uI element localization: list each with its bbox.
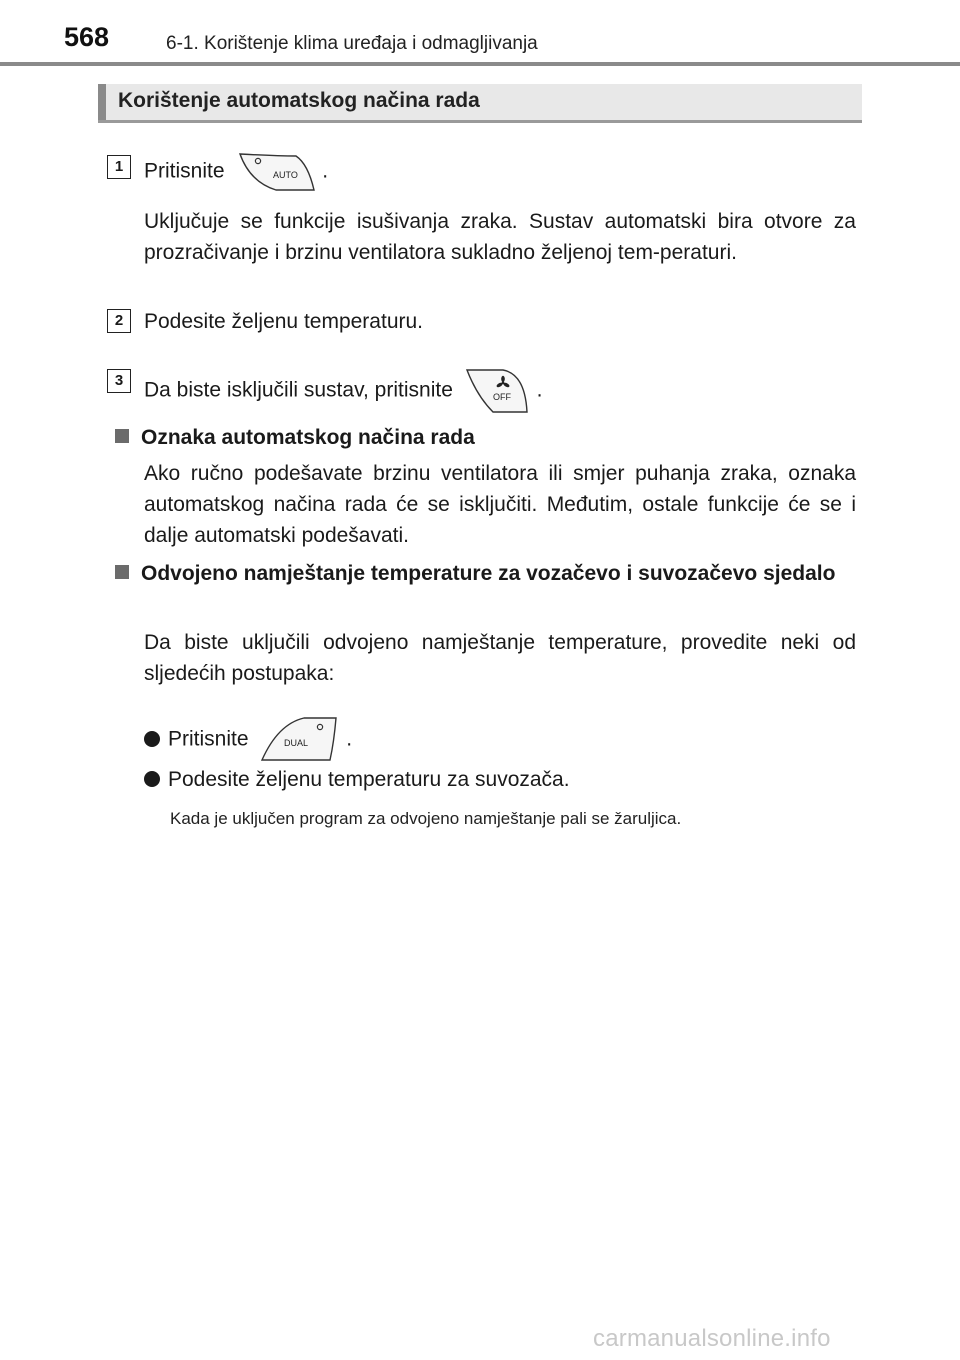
dual-button-label: DUAL bbox=[284, 738, 309, 748]
subheading-separate-temp bbox=[115, 558, 855, 589]
header-divider bbox=[0, 62, 960, 66]
step-1-text: Pritisnite bbox=[144, 159, 225, 183]
section-heading-bar bbox=[98, 84, 862, 123]
subheading-auto-indicator bbox=[115, 422, 855, 453]
step-3-instruction bbox=[144, 366, 542, 416]
indicator-note: Kada je uključen program za odvojeno namještanje pali se žaruljica. bbox=[170, 809, 682, 828]
bullet-1-period: . bbox=[346, 727, 353, 751]
step-1-instruction bbox=[144, 152, 328, 192]
subheading-auto-indicator-text: Oznaka automatskog načina rada bbox=[141, 426, 475, 449]
bullet-set-passenger-temp bbox=[144, 764, 570, 795]
bullet-1-text: Pritisnite bbox=[168, 727, 249, 751]
step-3-text: Da biste isključili sustav, pritisnite bbox=[144, 378, 453, 402]
chapter-title: 6-1. Korištenje klima uređaja i odmagljivanja bbox=[166, 33, 538, 54]
subheading-separate-temp-text: Odvojeno namještanje temperature za vozačevo i suvozačevo sjedalo bbox=[141, 562, 836, 585]
auto-indicator-body: Ako ručno podešavate brzinu ventilatora ili smjer puhanja zraka, oznaka automatskog načina rada će se isključiti. Međutim, ostale funkcije će se i dalje automatski podešavati. bbox=[144, 462, 856, 547]
watermark: carmanualsonline.info bbox=[593, 1325, 831, 1352]
square-bullet-icon bbox=[115, 565, 129, 579]
auto-button-label: AUTO bbox=[273, 170, 299, 180]
step-2-instruction: Podesite željenu temperaturu. bbox=[144, 310, 423, 333]
step-badge-2: 2 bbox=[107, 309, 131, 333]
bullet-dual-press bbox=[144, 716, 352, 764]
page-header bbox=[0, 0, 960, 66]
page-number: 568 bbox=[64, 22, 110, 52]
section-title: Korištenje automatskog načina rada bbox=[118, 89, 480, 112]
step-1-description: Uključuje se funkcije isušivanja zraka. Sustav automatski bira otvore za prozračivanje i brzinu ventilatora sukladno željenoj tem-peraturi. bbox=[144, 210, 856, 264]
off-button-label: OFF bbox=[492, 392, 511, 402]
square-bullet-icon bbox=[115, 429, 129, 443]
round-bullet-icon bbox=[144, 731, 160, 747]
auto-button-icon bbox=[236, 152, 316, 192]
bullet-2-text: Podesite željenu temperaturu za suvozača. bbox=[168, 768, 570, 791]
dual-button-icon bbox=[260, 716, 340, 764]
round-bullet-icon bbox=[144, 771, 160, 787]
step-1-period: . bbox=[322, 159, 329, 183]
step-badge-1: 1 bbox=[107, 155, 131, 179]
step-3-period: . bbox=[536, 378, 543, 402]
separate-temp-body: Da biste uključili odvojeno namještanje temperature, provedite neki od sljedećih postupaka: bbox=[144, 631, 856, 685]
step-badge-3: 3 bbox=[107, 369, 131, 393]
fan-off-button-icon bbox=[463, 366, 531, 416]
